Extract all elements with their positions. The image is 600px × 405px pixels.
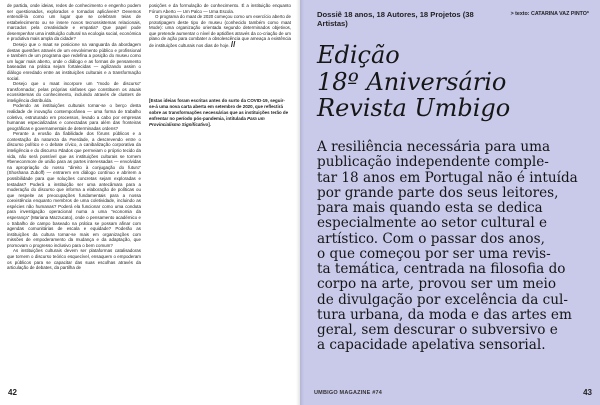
paragraph: Podendo as instituições culturais tornar-se o berço desta realidade de inovação contemporânea — uma forma de trabalho coletivo, estruturado em processos, levado a cabo por empresas humanas especializadas e conectadas para além das fronteiras geográficas e governamentais de determinadas ordens? bbox=[7, 103, 141, 131]
lead-line: tar 18 anos em Portugal não é intuída bbox=[317, 169, 578, 186]
editor-note-end: ]. bbox=[208, 121, 211, 127]
paragraph: Desejo que o maat incorpore um "modo de discurso" transformador, pelas próprias sinfases que constituem os atuais ecossistemas do conhecimento, incluindo através de clusters de inteligência distribuída. bbox=[7, 81, 141, 103]
page-number-left: 42 bbox=[8, 388, 17, 397]
headline-line: Revista Umbigo bbox=[317, 94, 511, 122]
lead-line: tura urbana, da moda e das artes em bbox=[317, 306, 572, 323]
lead-line: geral, sem descurar o subversivo e bbox=[317, 322, 558, 338]
lead-line: especialmente ao setor cultural e bbox=[317, 215, 548, 232]
byline: > texto: CATARINA VAZ PINTO* bbox=[510, 11, 589, 17]
lead-line: artístico. Com o passar dos anos, bbox=[317, 230, 545, 247]
lead-line: de divulgação por excelência da cul- bbox=[317, 291, 568, 308]
paragraph: As instituições culturais devem ser plataformas catalisadoras que tornem o discurso teórico esquecível, ensaquem o empoderam os públicos para se capacitar das suas escolhas através da articulação de debates, da partilha de bbox=[7, 248, 141, 271]
lead-line: ta temática, centrada na filosofia do bbox=[317, 261, 566, 277]
paragraph: Perante a erosão da fiabilidade dos fóruns públicos e a contestação da natureza da #verdade, a descrevendo entre o discurso político e o debate cívico, a canibalização corporativa da inteligência e do discurso #dados que permeiam o próprio tecido da vida, não será possível que as instituições culturais se tornem #beneconmore de união para as partes interessadas — envolvidas na apropriação do nosso "direito à conjugação do futuro" (Shoshana Zuboff) — entrarem em diálogo contínuo e abrirem a possibilidade para que soluções concretas sejam exploradas e testadas? Poderá a instituição ser uma antecâmara para a moderação do discurso que informa a elaboração de políticas ou que respeite as preocupações fundamentais para a nossa coexistência enquanto membros de uma coletividade, incluindo as espécies não humanas? Poderá ela funcionar como uma conduta para investigação operacional numa a uma "economia da esperança" (Mariana Mazzucato), onde o pensamento académico e o trabalho de campo baseado na prática se possam afinar com agendas comunitárias de escala e equidade? Poderão as instituições da cultura tornar-se mais em organizações com missões de empoderamento da mudança e da adaptação, que promovam o progresso inclusivo para o bem comum? bbox=[7, 131, 141, 248]
magazine-footer: UMBIGO MAGAZINE #74 bbox=[314, 390, 382, 396]
editor-note-title: Para um Provincialismo Significativo bbox=[149, 115, 265, 127]
end-mark: // bbox=[230, 40, 236, 50]
editor-note-text: [Estas ideias foram escritas antes do surto da COVID-19, seguir-se-á uma nova carta aberta em setembro de 2020, que reflectirá sobre as transformações necessárias que as instituições terão de enfrentar no período pós-pandemia, intitulada bbox=[149, 98, 289, 121]
paragraph: de partida, onde ideias, redes de conhecimento e engenho podem ser questionados, explorados e tornados aplicáveis? Devemos entendê-la como um lugar que se celebram teias de estabelecimento ou se insere novos tecnossistemas relacionais, marcados pela creatividade e empatia? Que papel pode desempenhar uma instituição cultural na ecologia social, económica e produtiva mais ampla da cidade? bbox=[7, 3, 141, 42]
left-column-b bbox=[149, 3, 291, 49]
page-number-right: 43 bbox=[583, 388, 592, 397]
page-gutter bbox=[296, 0, 304, 405]
left-column-a bbox=[7, 3, 141, 271]
lead-line: por grande parte dos seus leitores, bbox=[317, 184, 559, 201]
paragraph: posições e da formulação de conhecimento. É a instituição enquanto Fórum Aberto — Um Palco — Uma Escola. bbox=[149, 3, 291, 14]
right-page bbox=[300, 0, 600, 405]
paragraph: Desejo que o maat se posicione na vanguarda da abordagem destas questões através de um envolvimento público e profissional e também de um programa que redefina a posição do museu como um lugar mais aberto, onde o diálogo e as formas de pensamento baseadas na prática sejam fortalecidas — agilizando assim o diálogo enredado entre as instituições culturais e a transformação social. bbox=[7, 42, 141, 81]
lead-line: a capacidade apelativa sensorial. bbox=[317, 337, 546, 354]
paragraph-text: O programa do maat de 2020 começou como um exercício aberto de prototipagem deste tipo de museu (conhecido também como maat Mode): uma organização orientada segundo determinados objetivos, que pretende aumentar o nível de aptidões através da co-criação de um plano de ação para combater a obsolescência que ameaça a existência de instituições culturais nos dias de hoje. bbox=[149, 14, 291, 49]
lead-line: o que começou por ser uma revis- bbox=[317, 245, 551, 262]
lead-line: publicação independente comple- bbox=[317, 154, 549, 171]
lead-paragraph bbox=[317, 140, 591, 354]
lead-line: corpo na arte, provou ser um meio bbox=[317, 276, 557, 293]
headline-line: 18º Aniversário bbox=[317, 67, 507, 96]
headline-line: Edição bbox=[317, 41, 400, 69]
lead-line: para mais quando esta se dedica bbox=[317, 200, 543, 216]
paragraph bbox=[149, 14, 291, 48]
article-headline bbox=[317, 42, 587, 122]
lead-line: A resiliência necessária para uma bbox=[317, 139, 551, 155]
section-kicker: Dossiê 18 anos, 18 Autores, 18 Projetos (38 Artistas) bbox=[317, 10, 474, 28]
editor-note bbox=[149, 98, 291, 128]
